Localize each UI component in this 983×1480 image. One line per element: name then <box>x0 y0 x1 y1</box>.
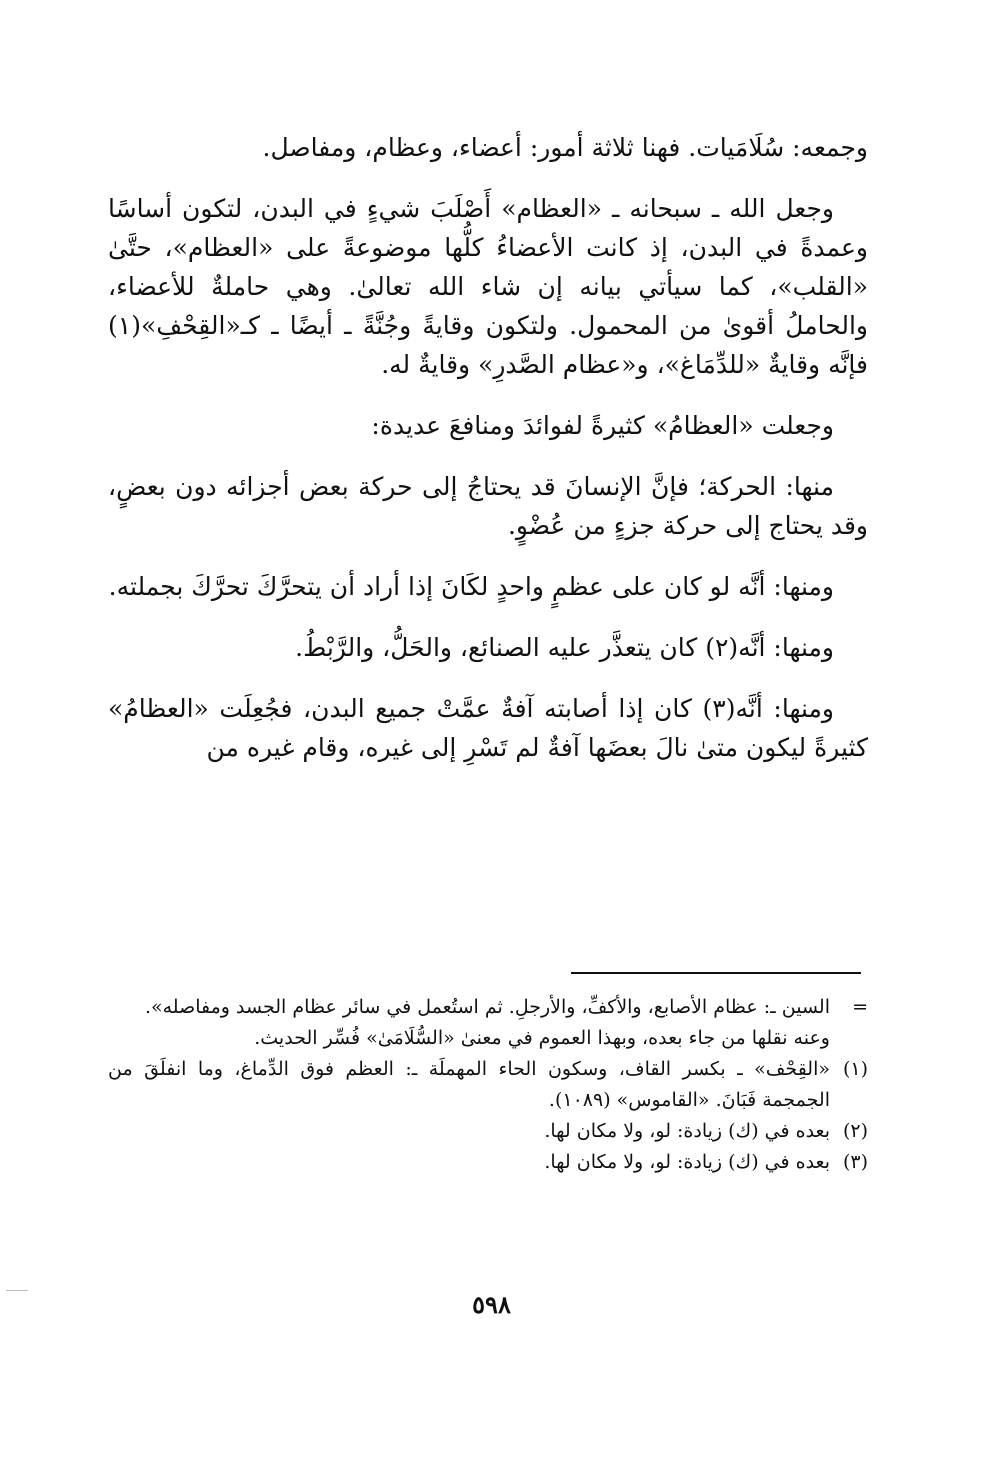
footnote-item <box>108 1054 868 1116</box>
paragraph: منها: الحركة؛ فإنَّ الإنسانَ قد يحتاجُ إلى حركة بعض أجزائه دون بعضٍ، وقد يحتاج إلى حركة جزءٍ من عُضْوٍ. <box>108 472 868 540</box>
footnotes <box>108 992 868 1178</box>
footnote-continued-marker: = <box>852 996 868 1018</box>
footnote-divider <box>571 972 861 974</box>
footnote-text: بعده في (ك) زيادة: لو، ولا مكان لها. <box>544 1151 830 1173</box>
footnote-item <box>108 1116 868 1147</box>
footnote-continued-text-2: وعنه نقلها من جاء بعده، وبهذا العموم في معنىٰ «السُّلَامَىٰ» فُسِّر الحديث. <box>254 1027 830 1049</box>
footnote-marker: (٢) <box>842 1120 868 1142</box>
footnote-marker: (١) <box>842 1058 868 1080</box>
margin-mark <box>6 1290 28 1291</box>
footnote-continued-text: السين ـ: عظام الأصابع، والأكفِّ، والأرجلِ. ثم استُعمل في سائر عظام الجسد ومفاصله». <box>144 996 830 1018</box>
main-text <box>108 128 868 767</box>
footnote-marker: (٣) <box>842 1151 868 1173</box>
paragraph: ومنها: أنَّه(٣) كان إذا أصابته آفةٌ عمَّتْ جميع البدن، فجُعِلَت «العظامُ» كثيرةً ليكون متىٰ نالَ بعضَها آفةٌ لم تَسْرِ إلى غيره، وقام غيره من <box>108 694 868 762</box>
paragraph: وجعلت «العظامُ» كثيرةً لفوائدَ ومنافعَ عديدة: <box>371 411 834 440</box>
paragraph: ومنها: أنَّه(٢) كان يتعذَّر عليه الصنائع، والحَلُّ، والرَّبْطُ. <box>295 633 834 662</box>
footnote-item <box>108 1147 868 1178</box>
footnote-continued <box>108 992 868 1023</box>
footnote-text: بعده في (ك) زيادة: لو، ولا مكان لها. <box>544 1120 830 1142</box>
paragraph: وجمعه: سُلَامَيات. فهنا ثلاثة أمور: أعضاء، وعظام، ومفاصل. <box>262 133 868 162</box>
page-number: ٥٩٨ <box>472 1290 511 1319</box>
paragraph: ومنها: أنَّه لو كان على عظمٍ واحدٍ لكَانَ إذا أراد أن يتحرَّكَ تحرَّكَ بجملته. <box>108 572 834 601</box>
footnote-text: «القِحْف» ـ بكسر القاف، وسكون الحاء المهملَة ـ: العظم فوق الدِّماغ، وما انفلَقَ من الجمجمة فَبَانَ. «القاموس» (١٠٨٩). <box>108 1058 830 1111</box>
paragraph: وجعل الله ـ سبحانه ـ «العظام» أَصْلَبَ شيءٍ في البدن، لتكون أساسًا وعمدةً في البدن، إذ كانت الأعضاءُ كلُّها موضوعةً على «العظام»، حتَّىٰ «القلب»، كما سيأتي بيانه إن شاء الله تعالىٰ. وهي حاملةٌ للأعضاء، والحاملُ أقوىٰ من المحمول. ولتكون وقايةً وجُنَّةً ـ أيضًا ـ كـ«القِحْفِ»(١) فإنَّه وقايةٌ «للدِّمَاغ»، و«عظام الصَّدرِ» وقايةٌ له. <box>108 194 868 379</box>
